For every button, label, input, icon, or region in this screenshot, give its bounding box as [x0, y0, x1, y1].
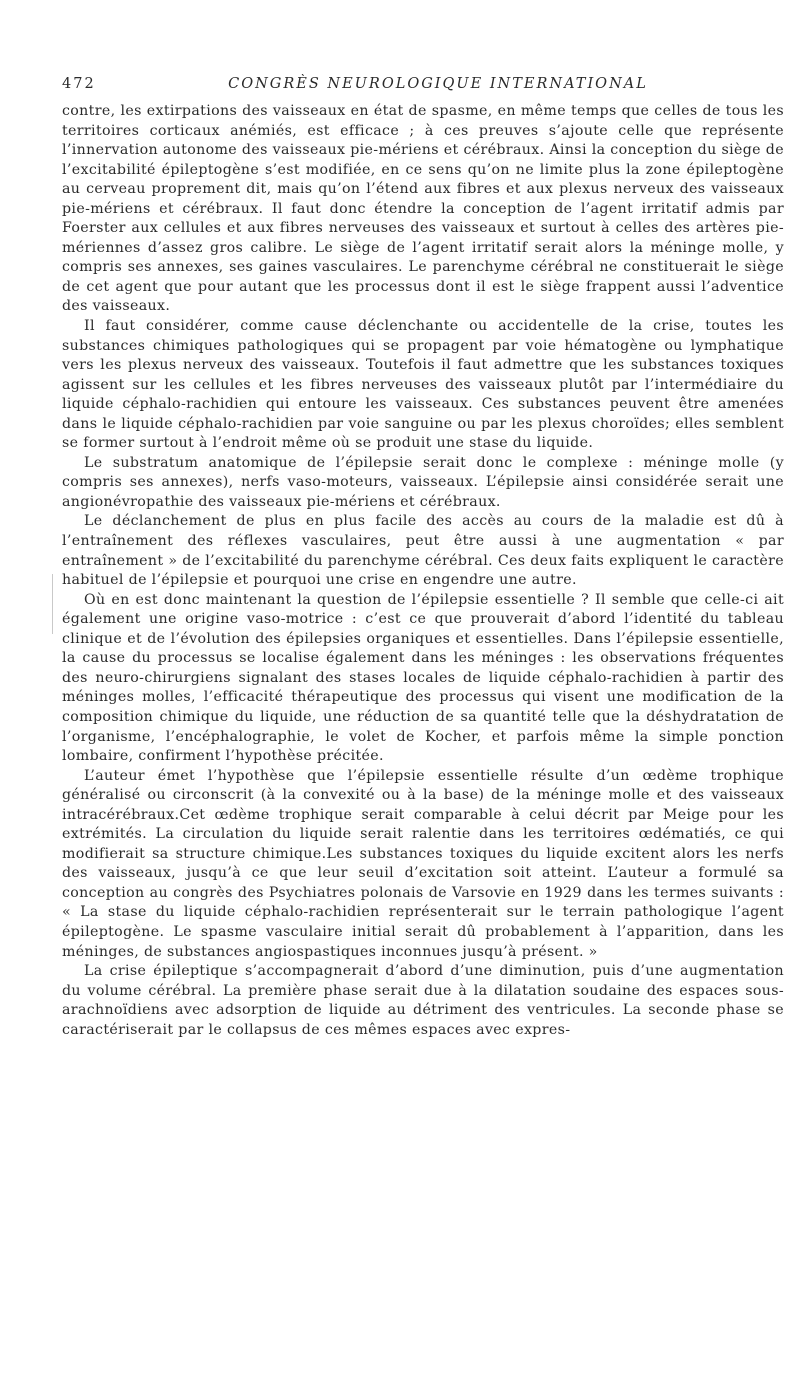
paragraph-5: Où en est donc maintenant la question de l’épilepsie essentielle ? Il semble que celle-ci ait également une origine vaso-motrice : c’est ce que prouverait d’abord l’identité du tableau clinique et de l’évolution des épilepsies organiques et essentielles. Dans l’épilepsie essentielle, la cause du processus se localise également dans les méninges : les observations fréquentes des neuro-chirurgiens signalant des stases locales de liquide céphalo-rachidien à partir des méninges molles, l’efficacité thérapeutique des processus qui visent une modification de la composition chimique du liquide, une réduction de sa quantité telle que la déshydratation de l’organisme, l’encéphalographie, le volet de Kocher, et parfois même la simple ponction lombaire, confirment l’hypothèse précitée.: [62, 591, 784, 765]
page-number: 472: [62, 76, 96, 92]
paragraph-1: contre, les extirpations des vaisseaux en état de spasme, en même temps que celles de tous les territoires corticaux anémiés, est efficace ; à ces preuves s’ajoute celle que représente l’innervation autonome des vaisseaux pie-mériens et cérébraux. Ainsi la conception du siège de l’excitabilité épileptogène s’est modifiée, en ce sens qu’on ne limite plus la zone épileptogène au cerveau proprement dit, mais qu’on l’étend aux fibres et aux plexus nerveux des vaisseaux pie-mériens et cérébraux. Il faut donc étendre la conception de l’agent irritatif admis par Foerster aux cellules et aux fibres nerveuses des vaisseaux et surtout à celles des artères pie-mériennes d’assez gros calibre. Le siège de l’agent irritatif serait alors la méninge molle, y compris ses annexes, ses gaines vasculaires. Le parenchyme cérébral ne constituerait le siège de cet agent que pour autant que les processus dont il est le siège frappent aussi l’adventice des vaisseaux.: [62, 103, 784, 315]
paragraph-7: La crise épileptique s’accompagnerait d’abord d’une diminution, puis d’une augmentation du volume cérébral. La première phase serait due à la dilatation soudaine des espaces sous-arachnoïdiens avec adsorption de liquide au détriment des ventricules. La seconde phase se caractériserait par le collapsus de ces mêmes espaces avec expres-: [62, 963, 784, 1038]
body-text: [62, 102, 784, 1040]
page: [62, 76, 784, 1040]
paragraph-4: Le déclanchement de plus en plus facile des accès au cours de la maladie est dû à l’entraînement des réflexes vasculaires, peut être aussi à une augmentation « par entraînement » de l’excitabilité du parenchyme cérébral. Ces deux faits expliquent le caractère habituel de l’épilepsie et pourquoi une crise en engendre une autre.: [62, 513, 784, 589]
running-head: [62, 76, 784, 98]
paragraph-2: Il faut considérer, comme cause déclenchante ou accidentelle de la crise, toutes les substances chimiques pathologiques qui se propagent par voie hématogène ou lymphatique vers les plexus nerveux des vaisseaux. Toutefois il faut admettre que les substances toxiques agissent sur les cellules et les fibres nerveuses des vaisseaux plutôt par l’intermédiaire du liquide céphalo-rachidien qui entoure les vaisseaux. Ces substances peuvent être amenées dans le liquide céphalo-rachidien par voie sanguine ou par les plexus choroïdes; elles semblent se former surtout à l’endroit même où se produit une stase du liquide.: [62, 318, 784, 452]
paragraph-3: Le substratum anatomique de l’épilepsie serait donc le complexe : méninge molle (y compris ses annexes), nerfs vaso-moteurs, vaisseaux. L’épilepsie ainsi considérée serait une angionévropathie des vaisseaux pie-mériens et cérébraux.: [62, 454, 784, 510]
running-title: CONGRÈS NEUROLOGIQUE INTERNATIONAL: [228, 76, 648, 92]
paragraph-6: L’auteur émet l’hypothèse que l’épilepsie essentielle résulte d’un œdème trophique généralisé ou circonscrit (à la convexité ou à la base) de la méninge molle et des vaisseaux intracérébraux.Cet œdème trophique serait comparable à celui décrit par Meige pour les extrémités. La circulation du liquide serait ralentie dans les territoires œdématiés, ce qui modifierait sa structure chimique.Les substances toxiques du liquide excitent alors les nerfs des vaisseaux, jusqu’à ce que leur seuil d’excitation soit atteint. L’auteur a formulé sa conception au congrès des Psychiatres polonais de Varsovie en 1929 dans les termes suivants : « La stase du liquide céphalo-rachidien représenterait sur le terrain pathologique l’agent épileptogène. Le spasme vasculaire initial serait dû probablement à l’apparition, dans les méninges, de substances angiospastiques inconnues jusqu’à présent. »: [62, 767, 784, 960]
margin-mark: [52, 574, 53, 634]
